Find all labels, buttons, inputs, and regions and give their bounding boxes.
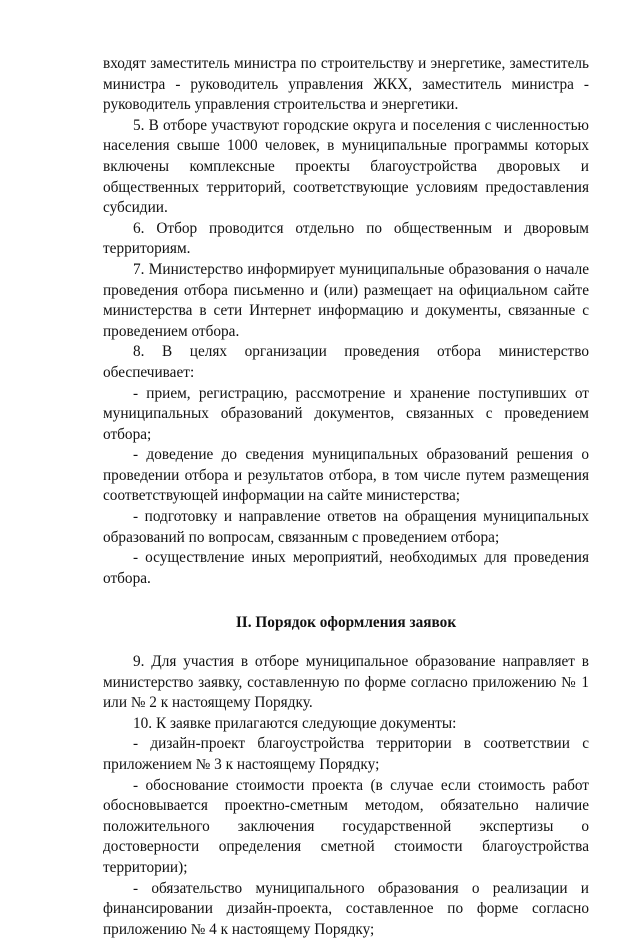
paragraph: 9. Для участия в отборе муниципальное образование направляет в министерство заявку, составленную по форме согласно приложению № 1 или № 2 к настоящему Порядку. <box>103 653 589 712</box>
paragraphs-before <box>103 54 589 589</box>
paragraphs-after <box>103 652 589 940</box>
paragraph: 10. К заявке прилагаются следующие документы: <box>133 714 457 732</box>
list-item: - обоснование стоимости проекта (в случае если стоимость работ обосновывается проектно-сметным методом, обязательно наличие положительного заключения государственной экспертизы о достоверности определения сметной стоимости благоустройства территории); <box>103 776 589 876</box>
list-item: - прием, регистрацию, рассмотрение и хранение поступивших от муниципальных образований документов, связанных с проведением отбора; <box>103 384 589 443</box>
paragraph: 7. Министерство информирует муниципальные образования о начале проведения отбора письменно и (или) размещает на официальном сайте министерства в сети Интернет информацию и документы, связанные с проведением отбора. <box>103 260 589 340</box>
list-item: - обязательство муниципального образования о реализации и финансировании дизайн-проекта, составленное по форме согласно приложению № 4 к настоящему Порядку; <box>103 879 589 938</box>
list-item: - доведение до сведения муниципальных образований решения о проведении отбора и результатов отбора, в том числе путем размещения соответствующей информации на сайте министерства; <box>103 446 589 505</box>
paragraph: 6. Отбор проводится отдельно по общественным и дворовым территориям. <box>103 219 589 258</box>
document-page <box>103 54 589 940</box>
list-item: - осуществление иных мероприятий, необходимых для проведения отбора. <box>103 549 589 587</box>
list-item: - подготовку и направление ответов на обращения муниципальных образований по вопросам, связанным с проведением отбора; <box>103 508 589 546</box>
paragraph: 8. В целях организации проведения отбора министерство обеспечивает: <box>103 343 589 381</box>
paragraph: входят заместитель министра по строительству и энергетике, заместитель министра - руководитель управления ЖКХ, заместитель министра - руководитель управления строительства и энергетики. <box>103 55 589 114</box>
paragraph: 5. В отборе участвуют городские округа и поселения с численностью населения свыше 1000 человек, в муниципальные программы которых включены комплексные проекты благоустройства дворовых и общественных территорий, соответствующие условиям предоставления субсидии. <box>103 116 589 217</box>
list-item: - дизайн-проект благоустройства территории в соответствии с приложением № 3 к настоящему Порядку; <box>103 735 589 773</box>
section-heading: II. Порядок оформления заявок <box>235 614 457 632</box>
